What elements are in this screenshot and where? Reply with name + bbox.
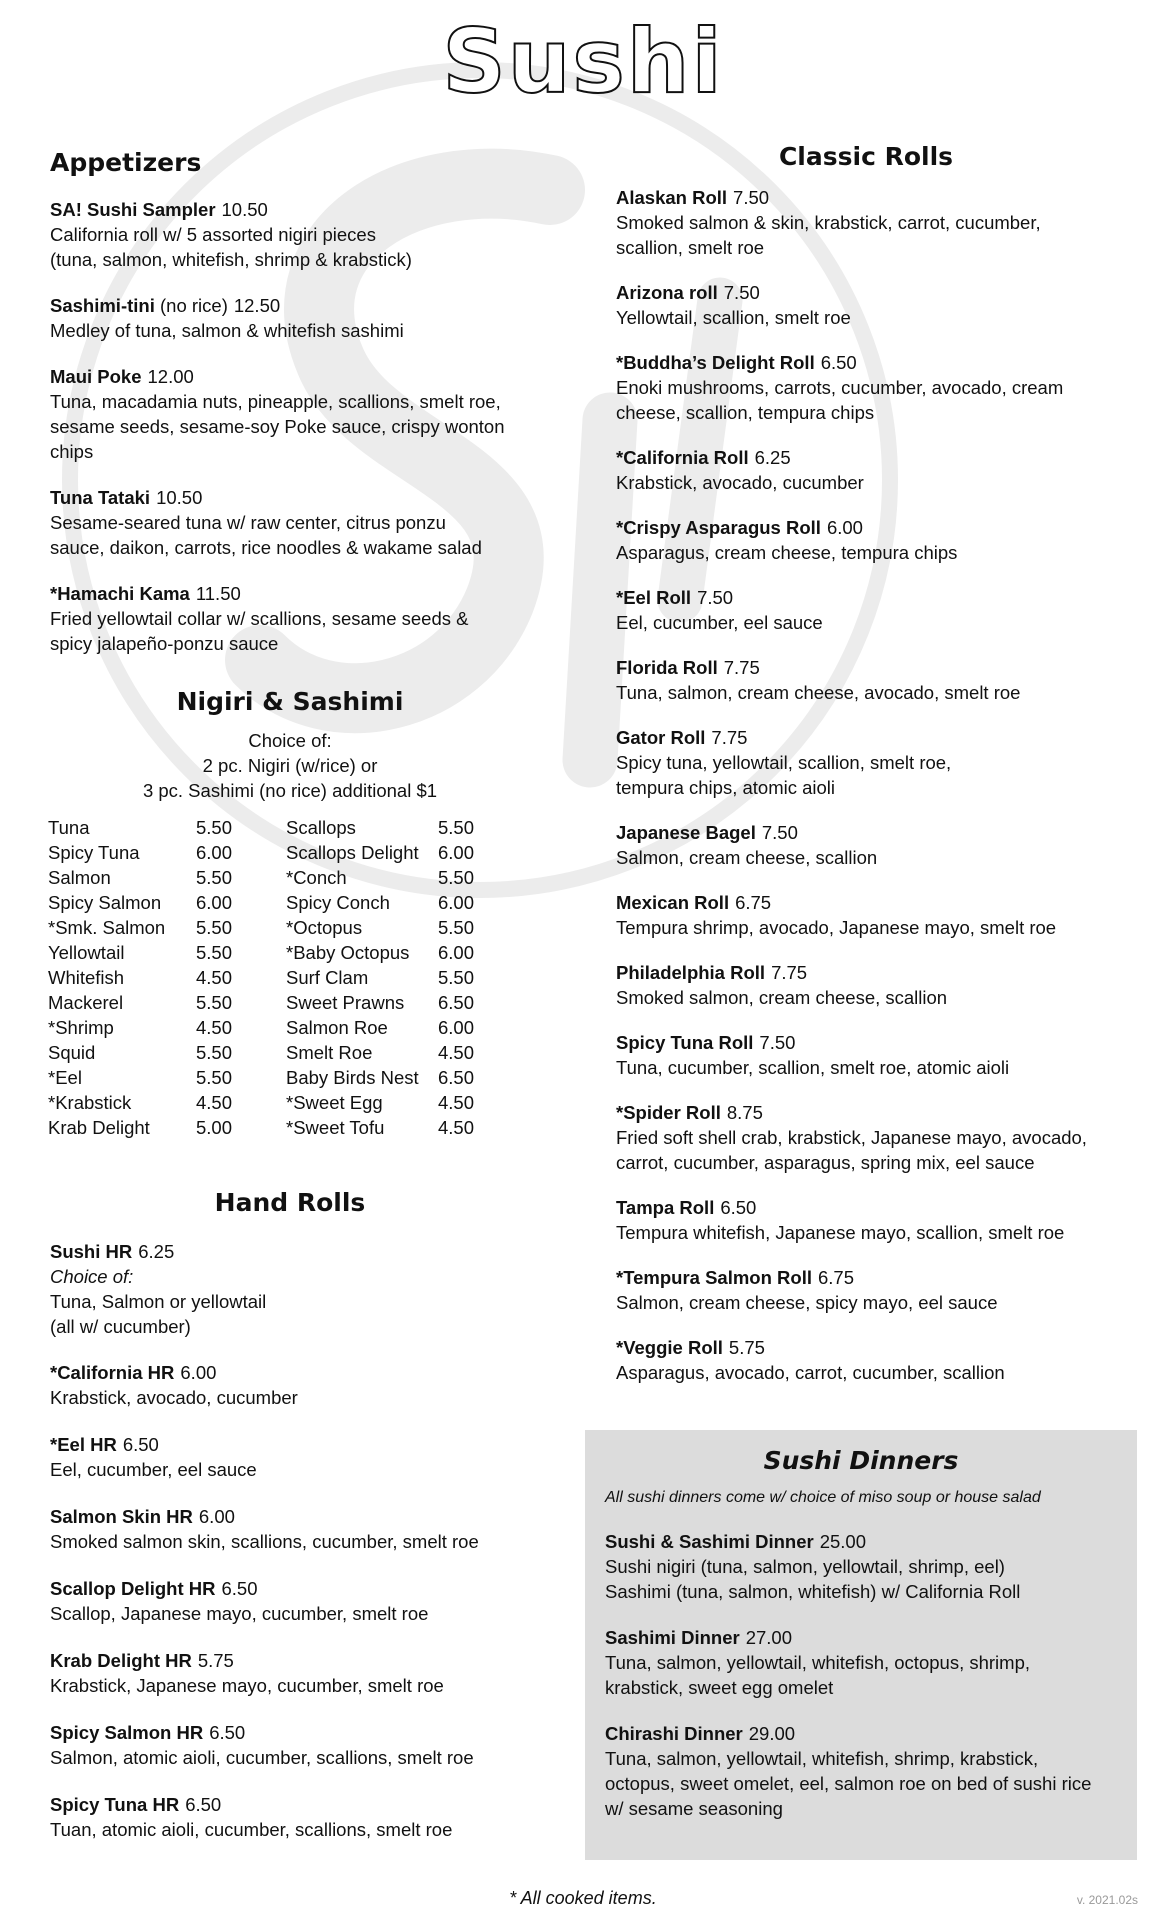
item-price: 6.00 (826, 517, 863, 538)
item-price: 25.00 (819, 1531, 866, 1552)
item-desc: Yellowtail, scallion, smelt roe (616, 307, 851, 328)
item-desc: Asparagus, cream cheese, tempura chips (616, 542, 958, 563)
item-price: 5.75 (197, 1650, 234, 1671)
hand-roll-item (50, 1792, 530, 1842)
item-desc: Tuna, salmon, yellowtail, whitefish, shrimp, krabstick, (605, 1748, 1039, 1769)
nigiri-name: *Sweet Tofu (286, 1117, 385, 1138)
appetizer-item (50, 581, 530, 656)
appetizer-item (50, 485, 530, 560)
item-name: Maui Poke (50, 366, 142, 387)
nigiri-name: *Krabstick (48, 1092, 132, 1113)
item-desc: Krabstick, Japanese mayo, cucumber, smelt roe (50, 1675, 444, 1696)
item-desc: Scallop, Japanese mayo, cucumber, smelt roe (50, 1603, 429, 1624)
nigiri-name: *Shrimp (48, 1017, 114, 1038)
nigiri-price: 5.50 (196, 1067, 233, 1088)
item-desc: Medley of tuna, salmon & whitefish sashimi (50, 320, 404, 341)
nigiri-row (286, 990, 508, 1015)
item-name: Japanese Bagel (616, 822, 756, 843)
item-price: 7.75 (711, 727, 748, 748)
item-name: Tuna Tataki (50, 487, 151, 508)
item-desc: Fried soft shell crab, krabstick, Japanese mayo, avocado, (616, 1127, 1087, 1148)
dinners-note: All sushi dinners come w/ choice of miso soup or house salad (605, 1489, 1041, 1506)
item-desc: Salmon, atomic aioli, cucumber, scallions, smelt roe (50, 1747, 474, 1768)
nigiri-row (286, 1040, 508, 1065)
item-desc: Smoked salmon, cream cheese, scallion (616, 987, 948, 1008)
page-title: Sushi (442, 10, 724, 113)
item-price: 7.50 (733, 187, 770, 208)
item-name: *Hamachi Kama (50, 583, 190, 604)
classic-roll-item (616, 185, 1116, 260)
nigiri-row (286, 940, 508, 965)
nigiri-row (48, 840, 266, 865)
item-price: 8.75 (726, 1102, 763, 1123)
item-desc: Tuna, salmon, cream cheese, avocado, smelt roe (616, 682, 1021, 703)
item-desc: Tuna, salmon, yellowtail, whitefish, octopus, shrimp, (605, 1652, 1030, 1673)
nigiri-name: Squid (48, 1042, 96, 1063)
nigiri-price: 6.00 (196, 842, 233, 863)
nigiri-price: 4.50 (196, 967, 233, 988)
nigiri-price: 6.50 (438, 992, 475, 1013)
item-desc: Krabstick, avocado, cucumber (50, 1387, 298, 1408)
item-name: SA! Sushi Sampler (50, 199, 216, 220)
item-desc: Tuan, atomic aioli, cucumber, scallions, smelt roe (50, 1819, 453, 1840)
item-price: 27.00 (745, 1627, 792, 1648)
nigiri-price: 5.50 (196, 942, 233, 963)
item-desc: carrot, cucumber, asparagus, spring mix, eel sauce (616, 1152, 1035, 1173)
hand-rolls-section (50, 1188, 530, 1864)
nigiri-price: 6.50 (438, 1067, 475, 1088)
nigiri-row (286, 965, 508, 990)
classic-roll-item (616, 1195, 1116, 1245)
classic-roll-item (616, 350, 1116, 425)
nigiri-row (48, 965, 266, 990)
item-name: Sushi & Sashimi Dinner (605, 1531, 814, 1552)
nigiri-price: 5.50 (196, 867, 233, 888)
item-price: 6.50 (820, 352, 857, 373)
item-desc: Tuna, Salmon or yellowtail (50, 1291, 267, 1312)
nigiri-price: 5.50 (438, 817, 475, 838)
nigiri-row (48, 940, 266, 965)
hand-roll-item (50, 1432, 530, 1482)
item-price: 7.50 (759, 1032, 796, 1053)
nigiri-name: Salmon (48, 867, 111, 888)
item-price: 6.50 (185, 1794, 222, 1815)
item-name: Arizona roll (616, 282, 718, 303)
nigiri-price: 5.50 (196, 992, 233, 1013)
nigiri-price: 5.50 (196, 1042, 233, 1063)
nigiri-price: 6.00 (438, 1017, 475, 1038)
classic-roll-item (616, 515, 1116, 565)
classic-roll-item (616, 1265, 1116, 1315)
classic-rolls-heading: Classic Rolls (778, 142, 954, 171)
nigiri-row (48, 915, 266, 940)
item-name: *Tempura Salmon Roll (616, 1267, 812, 1288)
item-price: 12.50 (233, 295, 281, 316)
nigiri-row (286, 915, 508, 940)
nigiri-name: Yellowtail (48, 942, 125, 963)
classic-rolls-section (616, 142, 1116, 1405)
item-name: *Crispy Asparagus Roll (616, 517, 821, 538)
item-price: 6.50 (122, 1434, 159, 1455)
item-name: *California Roll (616, 447, 749, 468)
nigiri-row (48, 1115, 266, 1140)
classic-roll-item (616, 280, 1116, 330)
nigiri-price: 5.50 (438, 917, 475, 938)
item-desc: spicy jalapeño-ponzu sauce (50, 633, 279, 654)
item-price: 29.00 (748, 1723, 796, 1744)
item-price: 6.75 (818, 1267, 855, 1288)
nigiri-row (48, 990, 266, 1015)
nigiri-name: Spicy Tuna (48, 842, 140, 863)
item-name: Scallop Delight HR (50, 1578, 216, 1599)
nigiri-price: 4.50 (438, 1042, 475, 1063)
item-name: *Buddha’s Delight Roll (616, 352, 815, 373)
sushi-dinners-box (585, 1430, 1137, 1860)
item-desc: Fried yellowtail collar w/ scallions, sesame seeds & (50, 608, 469, 629)
item-price: 7.50 (723, 282, 760, 303)
nigiri-row (48, 815, 266, 840)
nigiri-price: 5.00 (196, 1117, 233, 1138)
item-name: Spicy Tuna HR (50, 1794, 180, 1815)
nigiri-price: 6.00 (438, 892, 475, 913)
nigiri-row (48, 865, 266, 890)
nigiri-price: 6.00 (438, 842, 475, 863)
hand-roll-item (50, 1648, 530, 1698)
item-name: *Eel Roll (616, 587, 692, 608)
item-desc: Smoked salmon skin, scallions, cucumber, smelt roe (50, 1531, 479, 1552)
nigiri-name: Salmon Roe (286, 1017, 388, 1038)
classic-roll-item (616, 655, 1116, 705)
item-desc: Salmon, cream cheese, spicy mayo, eel sauce (616, 1292, 998, 1313)
nigiri-price: 4.50 (438, 1117, 475, 1138)
appetizers-section (50, 148, 530, 677)
item-price: 6.00 (180, 1362, 217, 1383)
item-price: 6.50 (720, 1197, 757, 1218)
appetizer-item (50, 293, 530, 343)
item-price: 7.50 (761, 822, 798, 843)
item-desc: Eel, cucumber, eel sauce (616, 612, 823, 633)
nigiri-section (50, 687, 530, 1140)
item-desc: Spicy tuna, yellowtail, scallion, smelt roe, (616, 752, 952, 773)
item-desc: Eel, cucumber, eel sauce (50, 1459, 257, 1480)
item-name: *Veggie Roll (616, 1337, 723, 1358)
classic-roll-item (616, 890, 1116, 940)
dinners-heading: Sushi Dinners (763, 1446, 959, 1475)
item-desc: Tuna, macadamia nuts, pineapple, scallions, smelt roe, (50, 391, 501, 412)
classic-roll-item (616, 725, 1116, 800)
item-price: 10.50 (156, 487, 203, 508)
item-price: 10.50 (221, 199, 268, 220)
nigiri-price: 4.50 (196, 1092, 233, 1113)
nigiri-name: Surf Clam (286, 967, 369, 988)
item-desc: California roll w/ 5 assorted nigiri pieces (50, 224, 376, 245)
item-name: *Spider Roll (616, 1102, 721, 1123)
item-desc: tempura chips, atomic aioli (616, 777, 836, 798)
item-name: Alaskan Roll (616, 187, 728, 208)
item-name: *California HR (50, 1362, 175, 1383)
item-name: Spicy Salmon HR (50, 1722, 204, 1743)
hand-rolls-heading: Hand Rolls (214, 1188, 366, 1217)
cooked-items-footnote: * All cooked items. (509, 1888, 657, 1908)
dinner-item (605, 1625, 1117, 1700)
item-desc: Smoked salmon & skin, krabstick, carrot, cucumber, (616, 212, 1041, 233)
nigiri-name: Krab Delight (48, 1117, 150, 1138)
nigiri-name: *Sweet Egg (286, 1092, 383, 1113)
classic-roll-item (616, 445, 1116, 495)
item-price: 6.50 (221, 1578, 258, 1599)
item-desc: Sesame-seared tuna w/ raw center, citrus ponzu (50, 512, 446, 533)
item-name: Mexican Roll (616, 892, 730, 913)
item-note: (no rice) (160, 295, 228, 316)
item-desc: sesame seeds, sesame-soy Poke sauce, crispy wonton (50, 416, 505, 437)
nigiri-row (286, 1015, 508, 1040)
item-name: Sushi HR (50, 1241, 133, 1262)
nigiri-row (286, 865, 508, 890)
item-desc: Tempura whitefish, Japanese mayo, scallion, smelt roe (616, 1222, 1065, 1243)
item-desc: scallion, smelt roe (616, 237, 765, 258)
item-desc: Salmon, cream cheese, scallion (616, 847, 878, 868)
item-desc: Sashimi (tuna, salmon, whitefish) w/ California Roll (605, 1581, 1021, 1602)
item-desc: Tempura shrimp, avocado, Japanese mayo, smelt roe (616, 917, 1057, 938)
item-name: Salmon Skin HR (50, 1506, 193, 1527)
nigiri-name: *Octopus (286, 917, 363, 938)
nigiri-name: *Eel (48, 1067, 82, 1088)
nigiri-name: Whitefish (48, 967, 125, 988)
nigiri-price: 5.50 (438, 967, 475, 988)
item-desc: sauce, daikon, carrots, rice noodles & wakame salad (50, 537, 482, 558)
classic-roll-item (616, 1030, 1116, 1080)
item-desc: (tuna, salmon, whitefish, shrimp & krabstick) (50, 249, 412, 270)
menu-item (50, 1239, 530, 1339)
nigiri-price: 5.50 (438, 867, 475, 888)
hand-roll-item (50, 1504, 530, 1554)
appetizers-heading: Appetizers (50, 148, 202, 177)
nigiri-row (286, 1065, 508, 1090)
item-name: Sashimi-tini (50, 295, 155, 316)
hand-roll-item (50, 1360, 530, 1410)
nigiri-price: 5.50 (196, 817, 233, 838)
nigiri-name: *Conch (286, 867, 347, 888)
item-price: 7.75 (723, 657, 760, 678)
version-label: v. 2021.02s (1076, 1893, 1138, 1907)
hand-roll-item (50, 1720, 530, 1770)
item-price: 7.50 (697, 587, 734, 608)
classic-roll-item (616, 960, 1116, 1010)
item-price: 5.75 (728, 1337, 765, 1358)
nigiri-price: 6.00 (196, 892, 233, 913)
appetizer-item (50, 364, 530, 464)
item-name: Sashimi Dinner (605, 1627, 740, 1648)
nigiri-row (48, 1015, 266, 1040)
classic-roll-item (616, 820, 1116, 870)
item-name: *Eel HR (50, 1434, 117, 1455)
nigiri-name: *Baby Octopus (286, 942, 410, 963)
item-price: 6.25 (138, 1241, 175, 1262)
nigiri-name: Scallops Delight (286, 842, 419, 863)
nigiri-row (48, 1065, 266, 1090)
nigiri-row (286, 815, 508, 840)
item-desc: Krabstick, avocado, cucumber (616, 472, 864, 493)
item-name: Tampa Roll (616, 1197, 715, 1218)
nigiri-name: Tuna (48, 817, 90, 838)
nigiri-name: Baby Birds Nest (286, 1067, 419, 1088)
classic-roll-item (616, 1335, 1116, 1385)
nigiri-row (48, 1040, 266, 1065)
nigiri-row (48, 890, 266, 915)
item-desc: octopus, sweet omelet, eel, salmon roe on bed of sushi rice (605, 1773, 1092, 1794)
nigiri-name: Smelt Roe (286, 1042, 373, 1063)
item-desc: (all w/ cucumber) (50, 1316, 191, 1337)
appetizer-item (50, 197, 530, 272)
item-price: 7.75 (771, 962, 808, 983)
item-desc: cheese, scallion, tempura chips (616, 402, 875, 423)
item-name: Spicy Tuna Roll (616, 1032, 754, 1053)
nigiri-row (286, 1115, 508, 1140)
dinner-item (605, 1721, 1117, 1821)
item-price: 6.25 (754, 447, 791, 468)
nigiri-price: 4.50 (196, 1017, 233, 1038)
nigiri-heading: Nigiri & Sashimi (176, 687, 404, 716)
classic-roll-item (616, 1100, 1116, 1175)
nigiri-price: 5.50 (196, 917, 233, 938)
nigiri-table-left (48, 815, 266, 1140)
nigiri-price: 4.50 (438, 1092, 475, 1113)
nigiri-row (286, 890, 508, 915)
dinner-item (605, 1529, 1117, 1604)
item-price: 6.75 (735, 892, 772, 913)
item-desc: krabstick, sweet egg omelet (605, 1677, 834, 1698)
nigiri-price: 6.00 (438, 942, 475, 963)
classic-roll-item (616, 585, 1116, 635)
item-name: Florida Roll (616, 657, 718, 678)
item-choice: Choice of: (50, 1266, 134, 1287)
nigiri-intro-line: Choice of: (248, 730, 332, 751)
nigiri-row (286, 840, 508, 865)
nigiri-row (48, 1090, 266, 1115)
nigiri-table-right (286, 815, 508, 1140)
nigiri-intro-line: 2 pc. Nigiri (w/rice) or (202, 755, 378, 776)
nigiri-name: Sweet Prawns (286, 992, 405, 1013)
nigiri-row (286, 1090, 508, 1115)
item-name: Krab Delight HR (50, 1650, 192, 1671)
item-name: Chirashi Dinner (605, 1723, 743, 1744)
item-desc: w/ sesame seasoning (605, 1798, 783, 1819)
nigiri-name: Spicy Conch (286, 892, 390, 913)
item-name: Philadelphia Roll (616, 962, 766, 983)
nigiri-name: Spicy Salmon (48, 892, 162, 913)
item-price: 11.50 (195, 583, 241, 604)
item-price: 6.50 (209, 1722, 246, 1743)
item-price: 12.00 (147, 366, 194, 387)
item-name: Gator Roll (616, 727, 706, 748)
item-price: 6.00 (198, 1506, 235, 1527)
nigiri-intro-line: 3 pc. Sashimi (no rice) additional $1 (142, 780, 438, 801)
nigiri-name: Scallops (286, 817, 356, 838)
hand-roll-item (50, 1576, 530, 1626)
item-desc: Sushi nigiri (tuna, salmon, yellowtail, shrimp, eel) (605, 1556, 1005, 1577)
item-desc: Asparagus, avocado, carrot, cucumber, scallion (616, 1362, 1005, 1383)
item-desc: Enoki mushrooms, carrots, cucumber, avocado, cream (616, 377, 1064, 398)
item-desc: Tuna, cucumber, scallion, smelt roe, atomic aioli (616, 1057, 1010, 1078)
item-desc: chips (50, 441, 94, 462)
nigiri-name: Mackerel (48, 992, 124, 1013)
nigiri-name: *Smk. Salmon (48, 917, 166, 938)
